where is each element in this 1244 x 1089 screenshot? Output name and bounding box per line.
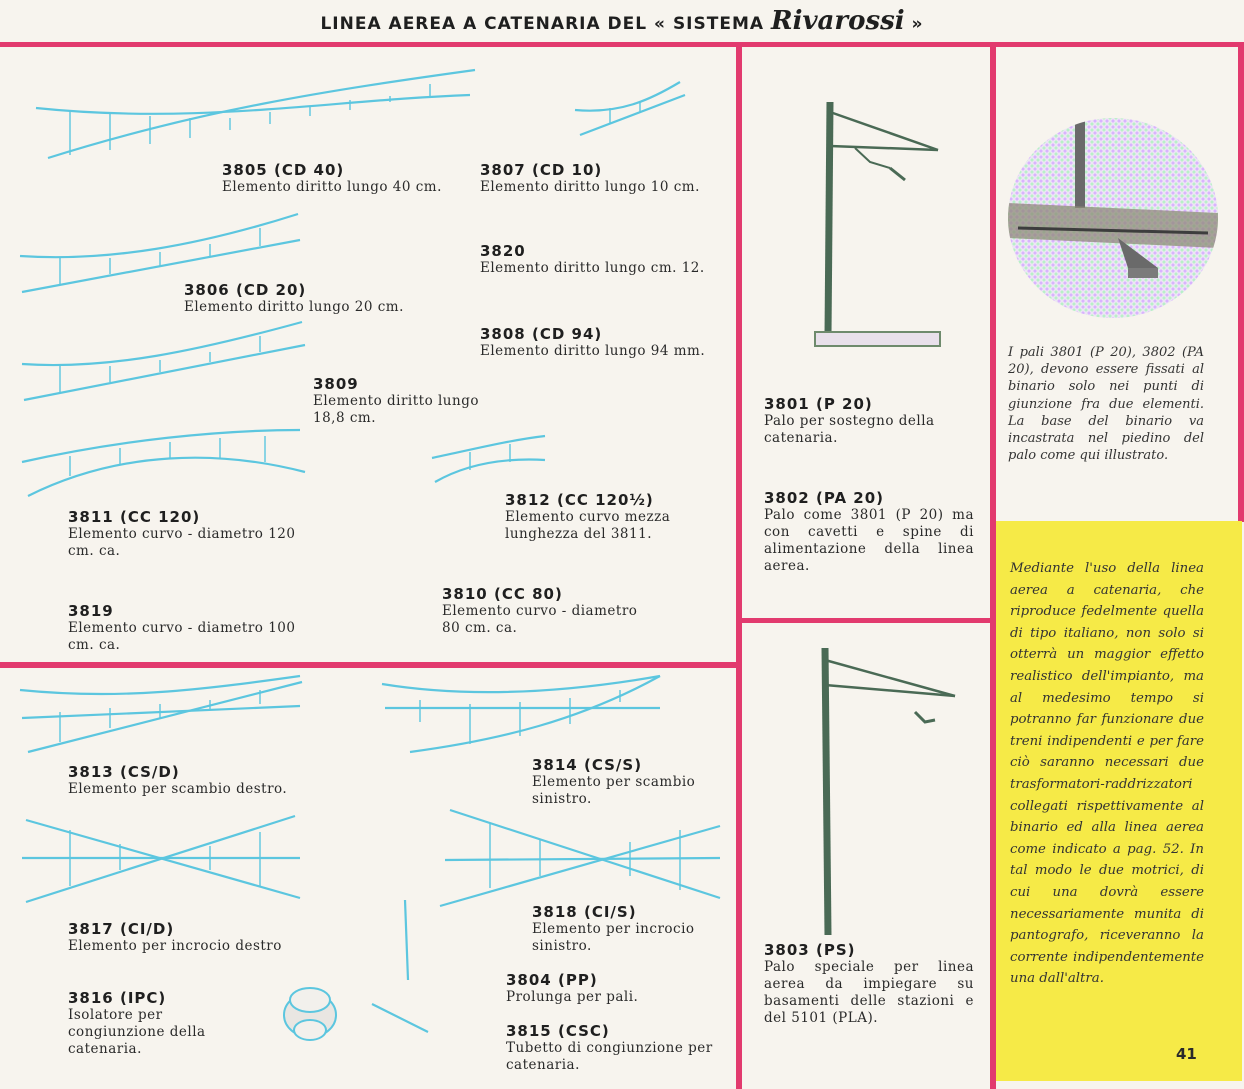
detail-photo <box>1008 118 1218 318</box>
item-3811 <box>68 509 308 560</box>
item-3817 <box>68 921 283 955</box>
drawing-3813 <box>20 676 302 752</box>
item-desc: Elemento diritto lungo 40 cm. <box>222 179 442 195</box>
pole-3802 <box>764 490 974 575</box>
drawing-3805 <box>36 70 475 158</box>
page-number: 41 <box>1176 1045 1197 1063</box>
item-3814 <box>532 757 737 808</box>
item-3809 <box>313 376 498 427</box>
pole-3803 <box>764 942 974 1027</box>
item-code: 3814 (CS/S) <box>532 756 643 774</box>
item-3808 <box>480 326 730 360</box>
item-code: 3818 (CI/S) <box>532 903 637 921</box>
item-desc: Elemento curvo mezza lunghezza del 3811. <box>505 509 671 542</box>
item-desc: Elemento curvo - diametro 100 cm. ca. <box>68 620 296 653</box>
pole-code: 3803 (PS) <box>764 941 856 959</box>
item-code: 3805 (CD 40) <box>222 161 345 179</box>
item-3805 <box>222 162 462 196</box>
item-3807 <box>480 162 730 196</box>
item-3818 <box>532 904 737 955</box>
drawing-3812 <box>432 436 545 482</box>
sidebar-text: Mediante l'uso della linea aerea a catenaria, che riproduce fedelmente quella di tipo italiano, non solo si otterrà un maggior effetto realistico dell'impianto, ma al medesimo tempo si potranno far funzionare due treni indipendenti e per fare ciò saranno necessari due trasformatori-raddrizzatori collegati rispettivamente al binario ed alla linea aerea come indicato a pag. 52. In tal modo le due motrici, di cui una dovrà essere necessariamente munita di pantografo, riceveranno la corrente indipendentemente una dall'altra. <box>1010 561 1204 987</box>
item-3815 <box>506 1023 736 1074</box>
drawing-3809 <box>22 322 305 400</box>
brand-logo: Rivarossi <box>770 6 905 36</box>
item-code: 3816 (IPC) <box>68 989 167 1007</box>
drawing-3811 <box>22 430 305 496</box>
item-code: 3820 <box>480 242 526 260</box>
item-code: 3807 (CD 10) <box>480 161 603 179</box>
drawing-3817 <box>22 816 300 902</box>
drawing-3814 <box>382 676 660 752</box>
item-desc: Elemento per incrocio sinistro. <box>532 921 695 954</box>
item-code: 3812 (CC 120½) <box>505 491 654 509</box>
drawing-3804 <box>405 900 408 980</box>
rule-right-column <box>1238 42 1244 522</box>
item-desc: Elemento diritto lungo cm. 12. <box>480 260 705 276</box>
pole-desc: Palo speciale per linea aerea da impiegare su basamenti delle stazioni e del 5101 (PLA). <box>764 959 974 1026</box>
item-3810 <box>442 586 657 637</box>
item-desc: Elemento diritto lungo 20 cm. <box>184 299 404 315</box>
pole-desc: Palo come 3801 (P 20) ma con cavetti e spine di alimentazione della linea aerea. <box>764 507 974 574</box>
item-desc: Elemento per scambio sinistro. <box>532 774 696 807</box>
drawing-3807 <box>575 82 685 135</box>
item-desc: Elemento curvo - diametro 120 cm. ca. <box>68 526 296 559</box>
item-desc: Elemento diritto lungo 94 mm. <box>480 343 706 359</box>
item-code: 3804 (PP) <box>506 971 598 989</box>
item-desc: Elemento curvo - diametro 80 cm. ca. <box>442 603 638 636</box>
drawing-3815 <box>372 1004 428 1032</box>
item-code: 3810 (CC 80) <box>442 585 563 603</box>
item-3812 <box>505 492 715 543</box>
item-desc: Elemento per scambio destro. <box>68 781 288 797</box>
pole-code: 3801 (P 20) <box>764 395 873 413</box>
drawing-pole-3803 <box>825 648 955 935</box>
item-3819 <box>68 603 308 654</box>
item-3813 <box>68 764 328 798</box>
pole-base-detail-illustration <box>1008 118 1218 318</box>
item-code: 3806 (CD 20) <box>184 281 307 299</box>
item-desc: Isolatore per congiunzione della catenaria. <box>68 1007 206 1057</box>
item-code: 3819 <box>68 602 114 620</box>
pole-desc: Palo per sostegno della catenaria. <box>764 413 935 446</box>
title-suffix: » <box>911 14 924 34</box>
item-code: 3811 (CC 120) <box>68 508 201 526</box>
item-code: 3809 <box>313 375 359 393</box>
photo-caption: I pali 3801 (P 20), 3802 (PA 20), devono essere fissati al binario solo nei punti di giunzione fra due elementi. La base del binario va incastrata nel piedino del palo come qui illustrato. <box>1008 345 1204 464</box>
item-desc: Elemento diritto lungo 18,8 cm. <box>313 393 479 426</box>
item-3806 <box>184 282 434 316</box>
item-code: 3813 (CS/D) <box>68 763 180 781</box>
item-desc: Elemento diritto lungo 10 cm. <box>480 179 700 195</box>
item-desc: Tubetto di congiunzione per catenaria. <box>506 1040 713 1073</box>
item-desc: Prolunga per pali. <box>506 989 639 1005</box>
pole-3801 <box>764 396 974 447</box>
drawing-3816 <box>284 988 336 1040</box>
item-code: 3808 (CD 94) <box>480 325 603 343</box>
drawing-3818 <box>440 810 720 906</box>
pole-code: 3802 (PA 20) <box>764 489 885 507</box>
item-desc: Elemento per incrocio destro <box>68 938 282 954</box>
item-code: 3815 (CSC) <box>506 1022 610 1040</box>
title-prefix: LINEA AEREA A CATENARIA DEL « SISTEMA <box>320 14 765 34</box>
drawing-pole-3801 <box>815 102 940 346</box>
item-code: 3817 (CI/D) <box>68 920 175 938</box>
item-3820 <box>480 243 730 277</box>
item-3816 <box>68 990 253 1058</box>
item-3804 <box>506 972 736 1006</box>
